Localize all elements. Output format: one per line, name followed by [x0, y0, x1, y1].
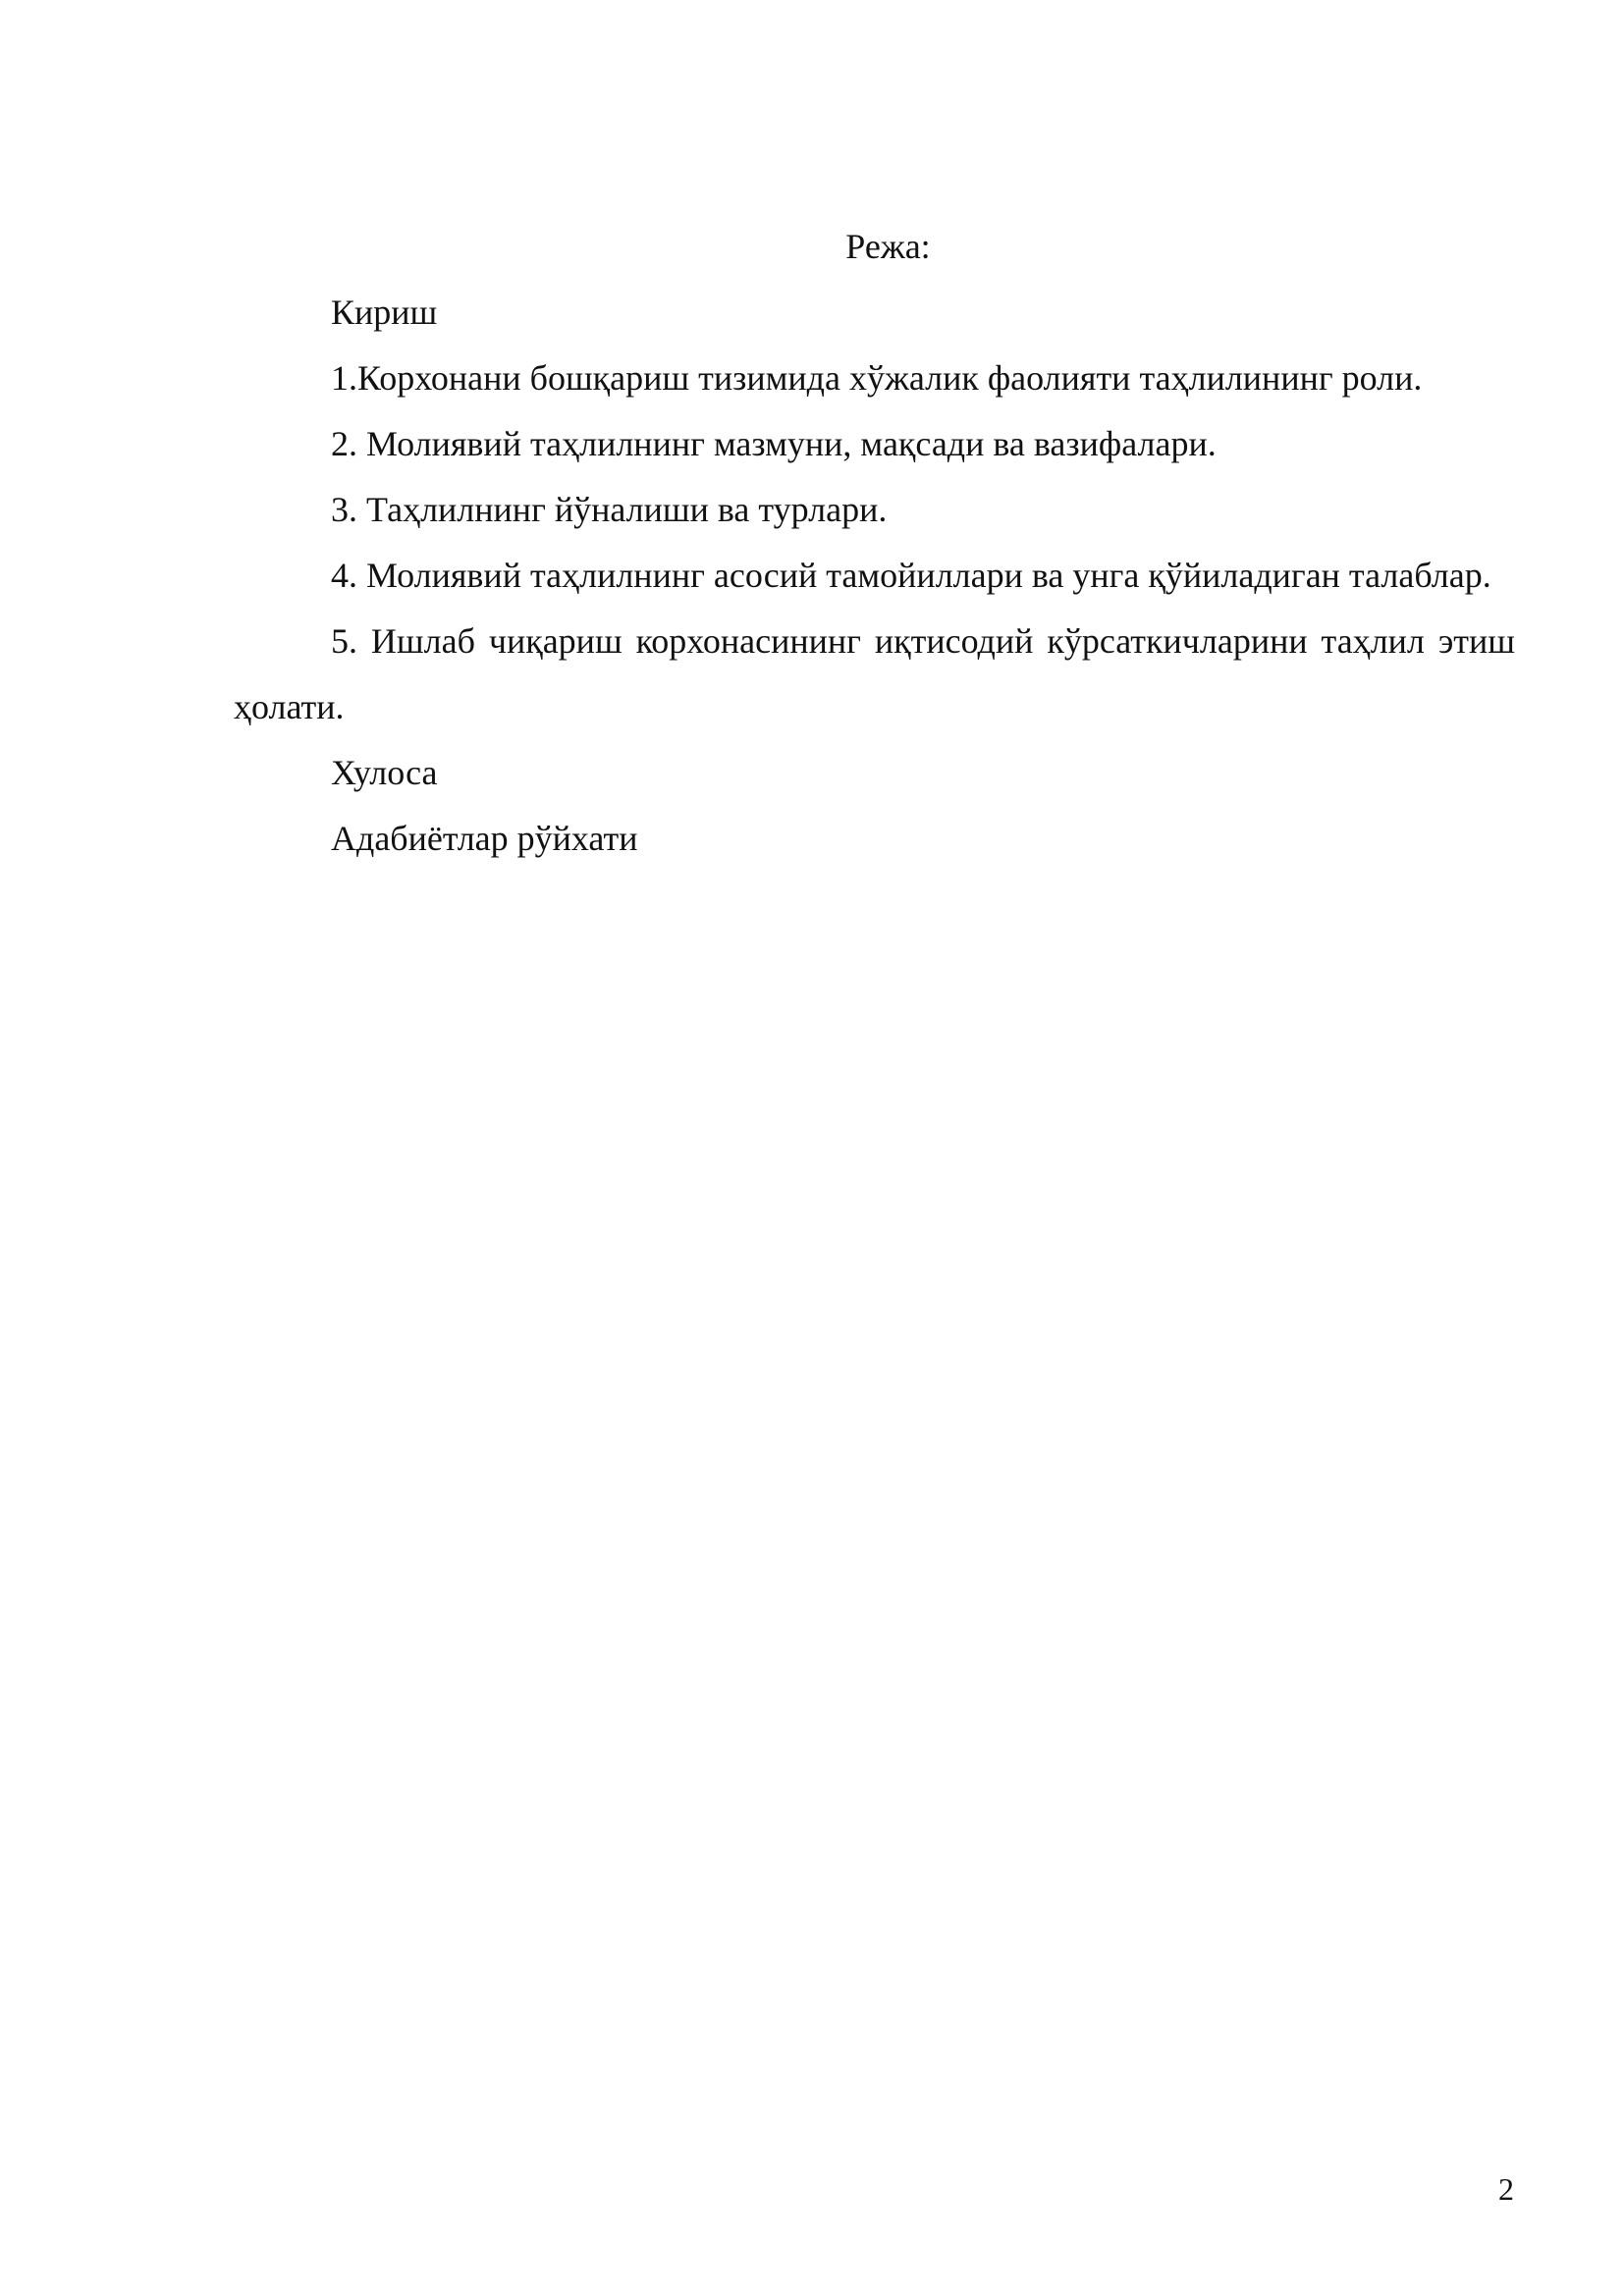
- plan-item-introduction: Кириш: [331, 293, 438, 332]
- plan-item-references: Адабиётлар рўйхати: [331, 819, 638, 858]
- plan-item-conclusion: Хулоса: [331, 753, 438, 792]
- plan-item-5: 5. Ишлаб чиқариш корхонасининг иқтисодий кўрсаткичларини таҳлил этиш ҳолати.: [234, 621, 1515, 726]
- plan-item-3: 3. Таҳлилнинг йўналиши ва турлари.: [331, 490, 888, 529]
- plan-content: [234, 214, 1515, 872]
- plan-item-2: 2. Молиявий таҳлилнинг мазмуни, мақсади ва вазифалари.: [331, 424, 1217, 463]
- page-number: 2: [1498, 2171, 1514, 2207]
- plan-item-4: 4. Молиявий таҳлилнинг асосий тамойиллари ва унга қўйиладиган талаблар.: [331, 556, 1491, 595]
- plan-title: Режа:: [845, 227, 931, 266]
- plan-item-1: 1.Корхонани бошқариш тизимида хўжалик фаолияти таҳлилининг роли.: [331, 358, 1423, 398]
